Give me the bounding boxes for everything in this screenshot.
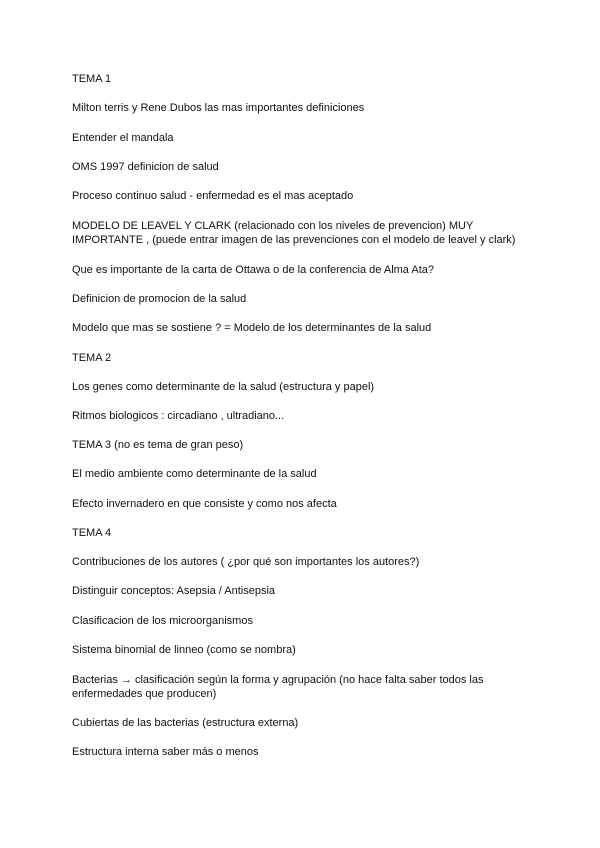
heading-tema-3: TEMA 3 (no es tema de gran peso) (72, 439, 244, 451)
note-line: Cubiertas de las bacterias (estructura externa) (72, 717, 299, 729)
note-line: Entender el mandala (72, 132, 174, 144)
note-line: OMS 1997 definicion de salud (72, 161, 219, 173)
heading-tema-2: TEMA 2 (72, 352, 112, 364)
note-line: Definicion de promocion de la salud (72, 293, 247, 305)
note-line: Modelo que mas se sostiene ? = Modelo de los determinantes de la salud (72, 322, 432, 334)
note-line: Estructura interna saber más o menos (72, 746, 259, 758)
note-line: Contribuciones de los autores ( ¿por qué son importantes los autores?) (72, 556, 420, 568)
note-line: El medio ambiente como determinante de la salud (72, 468, 317, 480)
note-line: Ritmos biologicos : circadiano , ultradiano... (72, 410, 285, 422)
note-line: Efecto invernadero en que consiste y como nos afecta (72, 498, 337, 510)
note-line: Que es importante de la carta de Ottawa o de la conferencia de Alma Ata? (72, 264, 434, 276)
note-line: MODELO DE LEAVEL Y CLARK (relacionado con los niveles de prevencion) MUY IMPORTANTE , (puede entrar imagen de las prevenciones con el modelo de leavel y clark) (72, 220, 516, 246)
heading-tema-1: TEMA 1 (72, 73, 112, 85)
note-line: Distinguir conceptos: Asepsia / Antisepsia (72, 585, 276, 597)
note-line: Proceso continuo salud - enfermedad es el mas aceptado (72, 190, 354, 202)
note-line: Sistema binomial de linneo (como se nombra) (72, 644, 296, 656)
note-line: Milton terris y Rene Dubos las mas importantes definiciones (72, 102, 365, 114)
note-line: Los genes como determinante de la salud (estructura y papel) (72, 381, 375, 393)
note-line: Bacterias → clasificación según la forma y agrupación (no hace falta saber todos las enfermedades que producen) (72, 674, 484, 700)
note-line: Clasificacion de los microorganismos (72, 615, 253, 627)
heading-tema-4: TEMA 4 (72, 527, 112, 539)
